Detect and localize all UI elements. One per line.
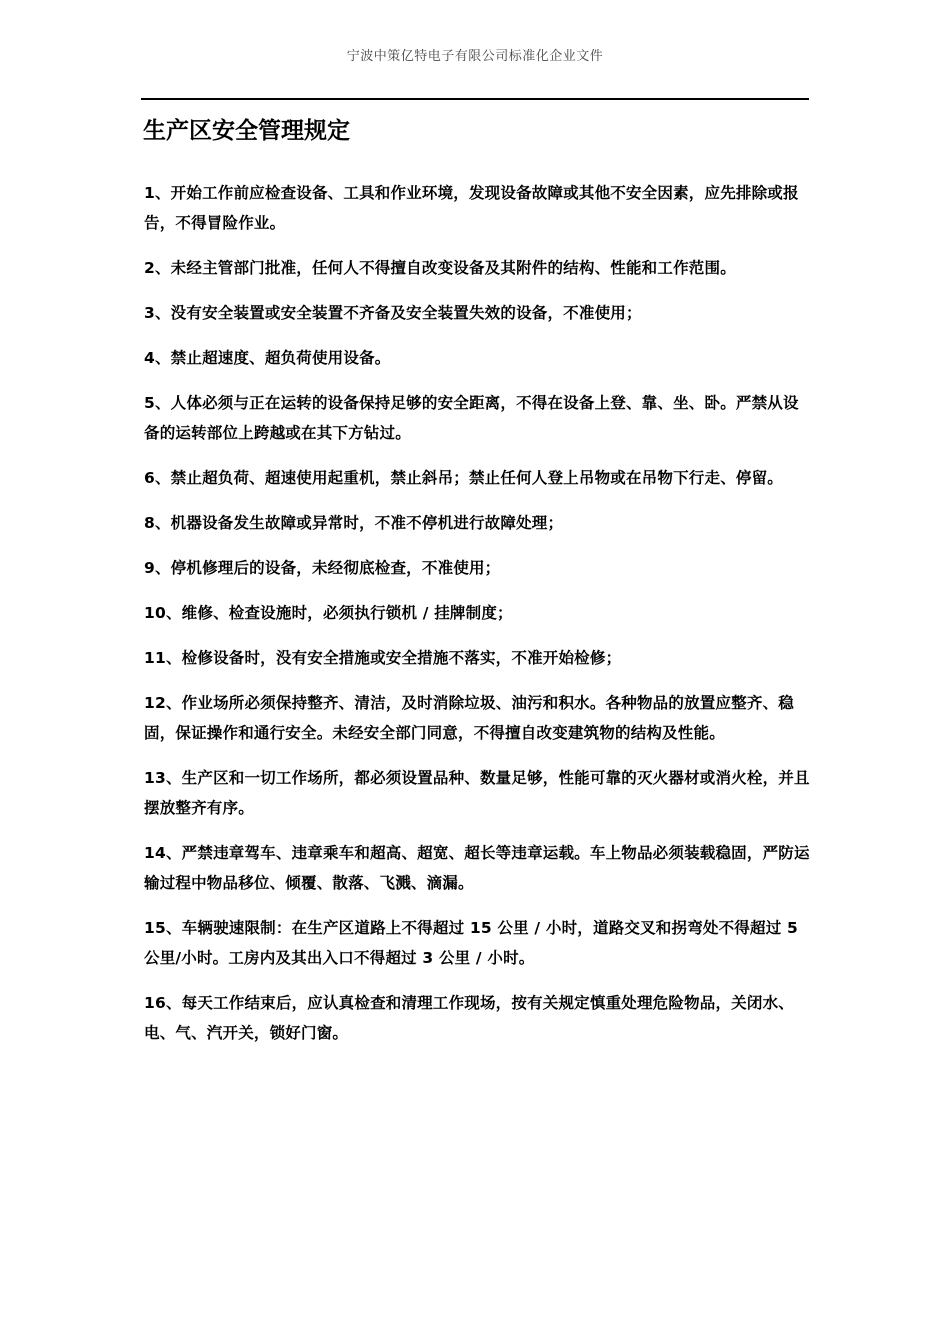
rule-item: 6、禁止超负荷、超速使用起重机，禁止斜吊；禁止任何人登上吊物或在吊物下行走、停留。 [144, 469, 783, 487]
page-header: 宁波中策亿特电子有限公司标准化企业文件 [346, 49, 604, 64]
rule-item: 8、机器设备发生故障或异常时，不准不停机进行故障处理； [144, 514, 564, 532]
rule-item: 5、人体必须与正在运转的设备保持足够的安全距离，不得在设备上登、靠、坐、卧。严禁从设备的运转部位上跨越或在其下方钻过。 [144, 394, 799, 442]
rule-item: 13、生产区和一切工作场所，都必须设置品种、数量足够，性能可靠的灭火器材或消火栓，并且摆放整齐有序。 [144, 769, 810, 817]
rule-item: 4、禁止超速度、超负荷使用设备。 [144, 349, 391, 367]
rule-item: 15、车辆驶速限制：在生产区道路上不得超过 15 公里 / 小时，道路交叉和拐弯处不得超过 5 公里/小时。工房内及其出入口不得超过 3 公里 / 小时。 [144, 919, 798, 967]
rules-list [144, 178, 812, 1063]
rule-item: 1、开始工作前应检查设备、工具和作业环境，发现设备故障或其他不安全因素，应先排除或报告，不得冒险作业。 [144, 184, 799, 232]
header-divider [141, 98, 809, 100]
rule-item: 10、维修、检查设施时，必须执行锁机 / 挂牌制度； [144, 604, 513, 622]
rule-item: 12、作业场所必须保持整齐、清洁，及时消除垃圾、油污和积水。各种物品的放置应整齐、稳固，保证操作和通行安全。未经安全部门同意，不得擅自改变建筑物的结构及性能。 [144, 694, 794, 742]
rule-item: 3、没有安全装置或安全装置不齐备及安全装置失效的设备，不准使用； [144, 304, 642, 322]
rule-item: 16、每天工作结束后，应认真检查和清理工作现场，按有关规定慎重处理危险物品，关闭水、电、气、汽开关，锁好门窗。 [144, 994, 794, 1042]
document-title: 生产区安全管理规定 [143, 118, 350, 144]
rule-item: 2、未经主管部门批准，任何人不得擅自改变设备及其附件的结构、性能和工作范围。 [144, 259, 736, 277]
rule-item: 9、停机修理后的设备，未经彻底检查，不准使用； [144, 559, 501, 577]
rule-item: 11、检修设备时，没有安全措施或安全措施不落实，不准开始检修； [144, 649, 622, 667]
rule-item: 14、严禁违章驾车、违章乘车和超高、超宽、超长等违章运载。车上物品必须装载稳固，严防运输过程中物品移位、倾覆、散落、飞溅、滴漏。 [144, 844, 810, 892]
